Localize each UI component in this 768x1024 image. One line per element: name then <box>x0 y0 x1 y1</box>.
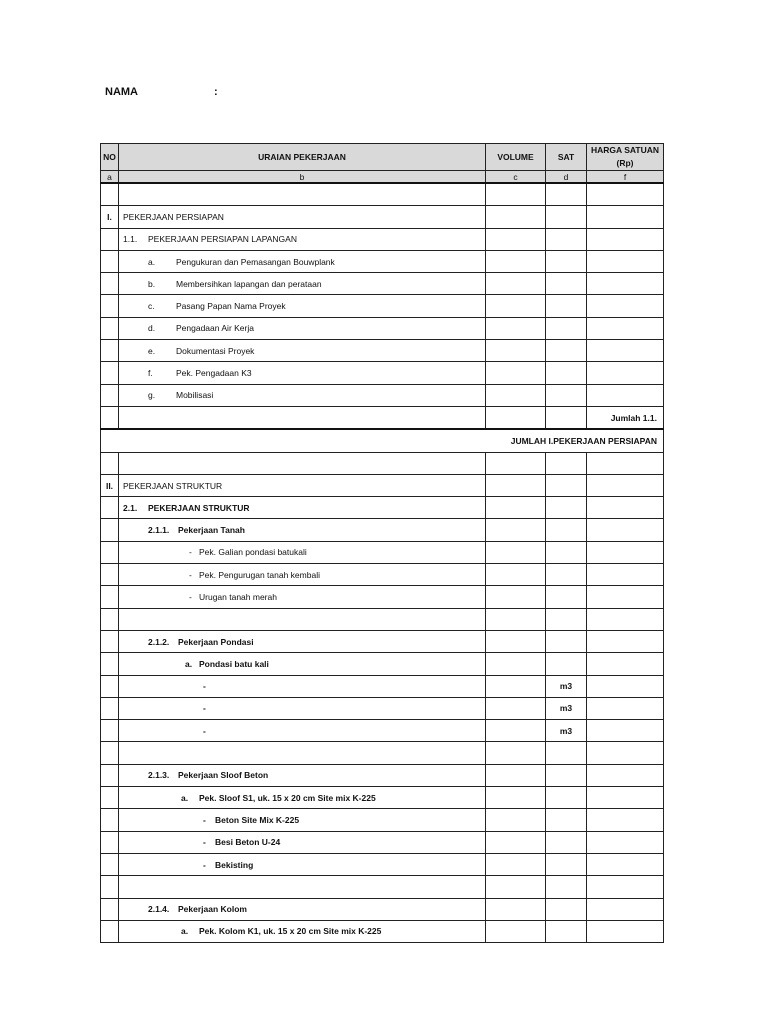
row-text: PEKERJAAN STRUKTUR <box>123 480 223 491</box>
nama-label: NAMA <box>105 86 138 98</box>
col-uraian-header: URAIAN PEKERJAAN <box>119 144 486 171</box>
row-sat: m3 <box>546 720 587 742</box>
table-row <box>101 519 664 541</box>
table-row <box>101 608 664 630</box>
col-f: f <box>587 171 664 184</box>
row-text: Pasang Papan Nama Proyek <box>176 301 286 312</box>
row-text: Pek. Pengadaan K3 <box>176 368 252 379</box>
letter-row <box>101 171 664 184</box>
row-no: II. <box>101 474 119 496</box>
table-row <box>101 586 664 608</box>
row-text: Dokumentasi Proyek <box>176 345 255 356</box>
table-row <box>101 653 664 675</box>
row-dash: - <box>203 859 206 870</box>
table-row <box>101 497 664 519</box>
col-no-header: NO <box>101 144 119 171</box>
subtotal-row <box>101 406 664 429</box>
row-num: c. <box>148 301 155 312</box>
table-row <box>101 831 664 853</box>
row-text: Membersihkan lapangan dan perataan <box>176 278 322 289</box>
row-sat: m3 <box>546 675 587 697</box>
table-row <box>101 250 664 272</box>
row-num: e. <box>148 345 156 356</box>
row-dash: - <box>203 703 206 714</box>
table-row <box>101 630 664 652</box>
row-num: a. <box>181 792 189 803</box>
table-row <box>101 317 664 339</box>
col-harga-header <box>587 144 664 171</box>
table-row <box>101 787 664 809</box>
table-row <box>101 742 664 764</box>
row-text: Mobilisasi <box>176 390 214 401</box>
row-num: a. <box>148 256 156 267</box>
row-text: Bekisting <box>215 859 254 870</box>
harga-line2: (Rp) <box>616 158 634 168</box>
col-c: c <box>486 171 546 184</box>
table-row <box>101 295 664 317</box>
row-dash: - <box>203 814 206 825</box>
row-sat: m3 <box>546 697 587 719</box>
col-sat-header: SAT <box>546 144 587 171</box>
row-dash: - <box>203 681 206 692</box>
row-text: Pengadaan Air Kerja <box>176 323 254 334</box>
row-dash: - <box>189 547 192 558</box>
col-b: b <box>119 171 486 184</box>
subtotal-1-1: Jumlah 1.1. <box>587 406 664 429</box>
row-text: Pekerjaan Kolom <box>178 904 247 915</box>
row-num: f. <box>148 368 153 379</box>
table-row <box>101 273 664 295</box>
harga-line1: HARGA SATUAN <box>591 145 659 155</box>
row-num: d. <box>148 323 156 334</box>
table-row <box>101 898 664 920</box>
table-row <box>101 764 664 786</box>
row-num: g. <box>148 390 156 401</box>
table-row <box>101 183 664 206</box>
row-num: b. <box>148 278 156 289</box>
row-text: Beton Site Mix K-225 <box>215 814 300 825</box>
row-text: Pek. Galian pondasi batukali <box>199 547 307 558</box>
row-text: Pekerjaan Pondasi <box>178 636 254 647</box>
row-text: Urugan tanah merah <box>199 591 277 602</box>
table-row <box>101 697 664 719</box>
row-num: 2.1.4. <box>148 904 170 915</box>
total-section-i: JUMLAH I.PEKERJAAN PERSIAPAN <box>101 429 664 452</box>
row-no: I. <box>101 206 119 228</box>
row-text: Pondasi batu kali <box>199 658 269 669</box>
table-row <box>101 675 664 697</box>
table-row <box>101 384 664 406</box>
row-text: Pek. Sloof S1, uk. 15 x 20 cm Site mix K-225 <box>199 792 376 803</box>
header-row <box>101 144 664 171</box>
total-row <box>101 429 664 452</box>
table-row <box>101 564 664 586</box>
row-dash: - <box>189 569 192 580</box>
table-row <box>101 362 664 384</box>
table-row <box>101 720 664 742</box>
row-dash: - <box>189 591 192 602</box>
row-num: 2.1.2. <box>148 636 170 647</box>
table-row <box>101 876 664 898</box>
row-text: PEKERJAAN PERSIAPAN <box>123 211 224 222</box>
col-volume-header: VOLUME <box>486 144 546 171</box>
row-text: PEKERJAAN PERSIAPAN LAPANGAN <box>148 234 297 245</box>
table-row <box>101 809 664 831</box>
row-num: a. <box>181 926 189 937</box>
table-row <box>101 474 664 496</box>
table-row <box>101 206 664 228</box>
table-row <box>101 452 664 474</box>
table-row <box>101 541 664 563</box>
row-num: 2.1. <box>123 502 138 513</box>
row-text: Pekerjaan Sloof Beton <box>178 770 269 781</box>
row-text: PEKERJAAN STRUKTUR <box>148 502 250 513</box>
row-num: 2.1.3. <box>148 770 170 781</box>
row-text: Pengukuran dan Pemasangan Bouwplank <box>176 256 335 267</box>
row-dash: - <box>203 725 206 736</box>
table-row <box>101 920 664 942</box>
nama-colon: : <box>214 86 218 98</box>
row-text: Pekerjaan Tanah <box>178 525 245 536</box>
table-row <box>101 228 664 250</box>
col-a: a <box>101 171 119 184</box>
row-dash: - <box>203 837 206 848</box>
rab-table <box>100 143 664 943</box>
row-num: a. <box>185 658 193 669</box>
row-text: Pek. Kolom K1, uk. 15 x 20 cm Site mix K-225 <box>199 926 382 937</box>
col-d: d <box>546 171 587 184</box>
row-text: Besi Beton U-24 <box>215 837 281 848</box>
table-row <box>101 340 664 362</box>
row-num: 1.1. <box>123 234 138 245</box>
row-text: Pek. Pengurugan tanah kembali <box>199 569 320 580</box>
table-row <box>101 853 664 875</box>
row-num: 2.1.1. <box>148 525 170 536</box>
